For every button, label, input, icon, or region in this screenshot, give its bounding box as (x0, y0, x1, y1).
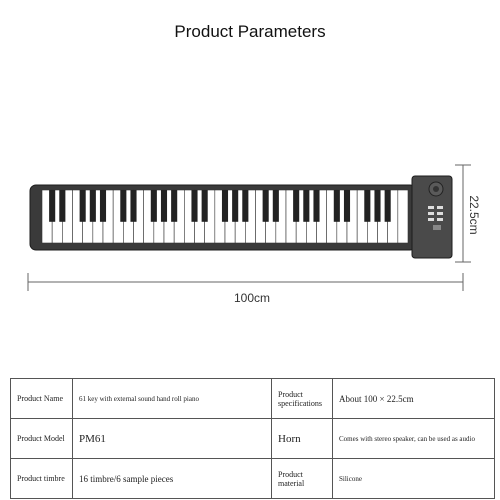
param-label: Product Name (11, 379, 73, 419)
black-key (334, 190, 340, 222)
param-label: Horn (272, 419, 333, 459)
param-label: Product Model (11, 419, 73, 459)
black-key (293, 190, 299, 222)
black-key (100, 190, 106, 222)
black-key (59, 190, 65, 222)
table-row (11, 419, 495, 459)
param-label: Product specifications (272, 379, 333, 419)
black-key (344, 190, 350, 222)
param-value: 16 timbre/6 sample pieces (73, 459, 272, 499)
black-key (120, 190, 126, 222)
black-key (90, 190, 96, 222)
black-key (151, 190, 157, 222)
table-row (11, 379, 495, 419)
white-key (398, 190, 408, 243)
black-key (232, 190, 238, 222)
black-key (161, 190, 167, 222)
black-key (242, 190, 248, 222)
black-key (80, 190, 86, 222)
table-row (11, 459, 495, 499)
parameters-table (10, 378, 495, 499)
black-key (273, 190, 279, 222)
param-value: Silicone (333, 459, 495, 499)
black-key (191, 190, 197, 222)
param-label: Product timbre (11, 459, 73, 499)
width-label: 100cm (233, 291, 271, 305)
black-key (171, 190, 177, 222)
black-key (202, 190, 208, 222)
page-title: Product Parameters (174, 22, 326, 41)
black-key (222, 190, 228, 222)
width-dimension-line (28, 273, 463, 291)
param-value: 61 key with external sound hand roll piano (73, 379, 272, 419)
black-key (313, 190, 319, 222)
param-value: About 100 × 22.5cm (333, 379, 495, 419)
black-key (303, 190, 309, 222)
black-key (130, 190, 136, 222)
status-light (433, 225, 441, 230)
height-label: 22.5cm (467, 195, 481, 235)
param-label: Product material (272, 459, 333, 499)
param-value: PM61 (73, 419, 272, 459)
black-key (364, 190, 370, 222)
black-key (374, 190, 380, 222)
param-value: Comes with stereo speaker, can be used as audio (333, 419, 495, 459)
black-key (263, 190, 269, 222)
black-key (385, 190, 391, 222)
black-key (49, 190, 55, 222)
piano-keys (42, 190, 408, 243)
